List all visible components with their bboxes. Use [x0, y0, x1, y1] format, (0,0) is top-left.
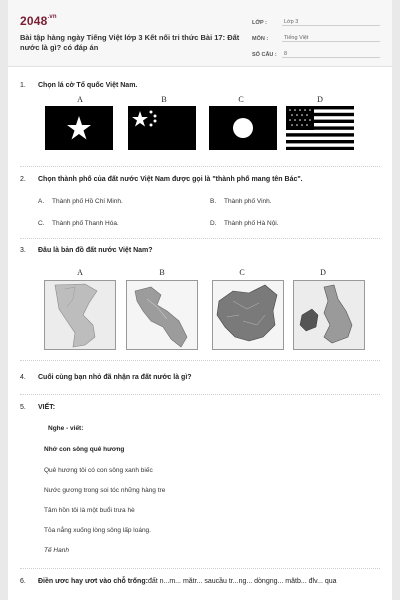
question-4: 4. Cuối cùng bạn nhỏ đã nhận ra đất nước là gì? [20, 374, 192, 381]
poem-author: Tế Hanh [44, 547, 69, 554]
worksheet-header [8, 0, 392, 67]
divider [20, 394, 380, 395]
option-label-d: D [317, 95, 323, 104]
flag-b[interactable] [128, 106, 196, 150]
flag-a[interactable] [45, 106, 113, 150]
question-2: 2. Chọn thành phố của đất nước Việt Nam được gọi là "thành phố mang tên Bác". [20, 176, 303, 183]
poem-line: Tâm hồn tôi là một buổi trưa hè [44, 507, 135, 514]
meta-class: LỚP : Lớp 3 [252, 14, 380, 26]
site-logo[interactable]: $2048^{.vn}$ [20, 14, 57, 28]
question-6: 6. Điền ươc hay ươt vào chỗ trống:đất n...m... mătr... saucầu tr...ng... dòngng... mătb... đlv... qua [20, 578, 337, 585]
divider [20, 360, 380, 361]
divider [20, 238, 380, 239]
map-label-a: A [77, 268, 83, 277]
divider [20, 166, 380, 167]
document-title: Bài tập hàng ngày Tiếng Việt lớp 3 Kết nối tri thức Bài 17: Đất nước là gì? có đáp án [20, 33, 240, 52]
map-b[interactable] [126, 280, 198, 350]
question-1: 1. Chọn lá cờ Tổ quốc Việt Nam. [20, 82, 138, 89]
divider [20, 568, 380, 569]
map-c[interactable] [212, 280, 284, 350]
poem-line: Nước gương trong soi tóc những hàng tre [44, 487, 166, 494]
choice-2b[interactable]: B. Thành phố Vinh. [210, 198, 272, 205]
map-label-c: C [239, 268, 245, 277]
poem-title: Nhớ con sông quê hương [44, 446, 125, 453]
question-5: 5. VIẾT: [20, 404, 56, 411]
choice-2d[interactable]: D. Thành phố Hà Nội. [210, 220, 279, 227]
meta-subject: MÔN : Tiếng Việt [252, 30, 380, 42]
map-a[interactable] [44, 280, 116, 350]
map-d[interactable] [293, 280, 365, 350]
poem-line: Quê hương tôi có con sông xanh biếc [44, 467, 153, 474]
choice-2a[interactable]: A. Thành phố Hồ Chí Minh. [38, 198, 123, 205]
dictation-heading: Nghe - viết: [48, 425, 84, 432]
poem-line: Tỏa nắng xuống lòng sông lấp loáng. [44, 527, 151, 534]
map-label-b: B [159, 268, 165, 277]
meta-question-count: SỐ CÂU : 8 [252, 46, 380, 58]
option-label-b: B [161, 95, 167, 104]
flag-c[interactable] [209, 106, 277, 150]
worksheet-page [8, 0, 392, 600]
option-label-c: C [238, 95, 244, 104]
question-3: 3. Đâu là bản đồ đất nước Việt Nam? [20, 247, 153, 254]
option-label-a: A [77, 95, 83, 104]
map-label-d: D [320, 268, 326, 277]
question-6-blanks: đất n...m... mătr... saucầu tr...ng... dòngng... mătb... đlv... qua [147, 578, 337, 585]
flag-d[interactable] [286, 106, 354, 150]
choice-2c[interactable]: C. Thành phố Thanh Hóa. [38, 220, 119, 227]
